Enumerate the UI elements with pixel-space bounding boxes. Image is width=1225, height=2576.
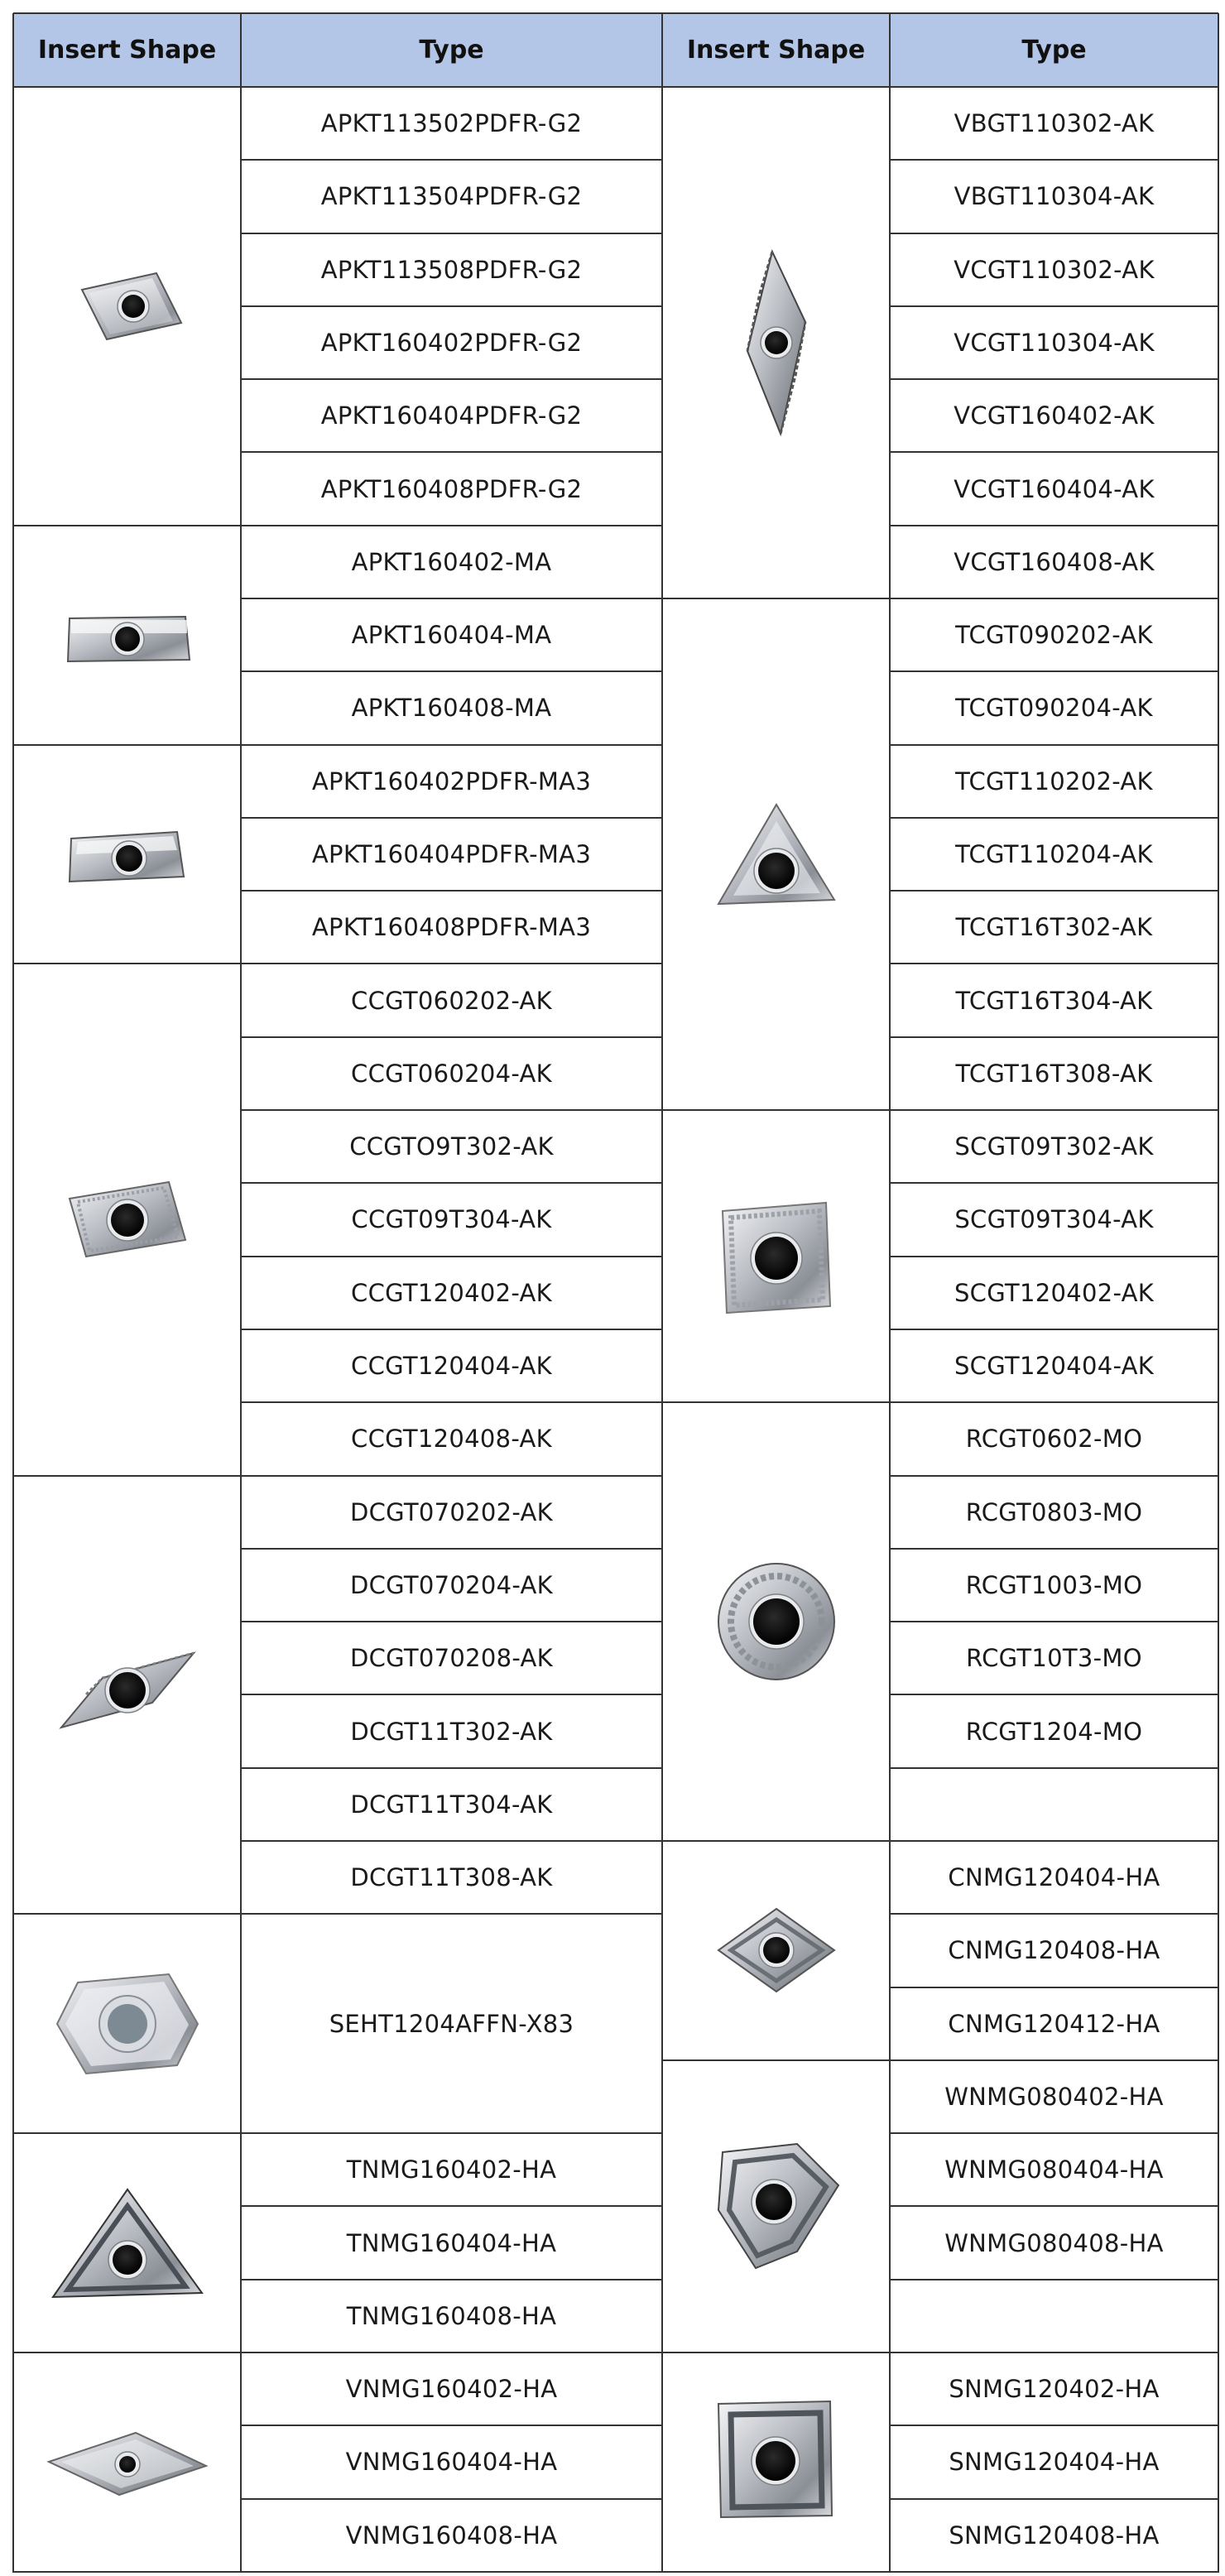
left-type-cell: APKT113502PDFR-G2 [320,109,583,138]
grid-line [241,2425,662,2426]
right-type-cell: SNMG120408-HA [949,2521,1160,2550]
grid-line [890,744,1218,746]
left-type-cell: VNMG160402-HA [345,2375,558,2404]
right-type-cell: VCGT110304-AK [954,329,1155,357]
grid-line [241,670,662,672]
grid-line [890,2425,1218,2426]
grid-line [890,1694,1218,1695]
left-type-cell: DCGT11T308-AK [350,1863,553,1892]
grid-line [241,1036,662,1038]
left-type-cell: APKT160402PDFR-G2 [320,329,583,357]
grid-line [241,2205,662,2207]
left-type-cell: CCGTO9T302-AK [349,1132,554,1161]
grid-line [13,963,662,964]
scgt-insert-icon [710,1190,843,1323]
grid-line [13,744,662,746]
right-type-cell: WNMG080408-HA [944,2228,1164,2257]
grid-line [661,13,663,2573]
wnmg-insert-icon [706,2136,847,2276]
grid-line [890,2498,1218,2500]
left-type-cell: DCGT11T302-AK [350,1717,553,1746]
grid-line [889,13,891,2573]
grid-line [241,1548,662,1550]
left-type-cell: DCGT070202-AK [349,1497,554,1526]
right-type-cell: SNMG120402-HA [949,2375,1160,2404]
grid-line [241,817,662,819]
tnmg-insert-icon [45,2181,210,2305]
grid-line [13,86,1218,88]
grid-line [890,159,1218,161]
grid-line [12,13,14,2573]
right-type-cell: SCGT09T302-AK [954,1132,1154,1161]
grid-line [890,1621,1218,1622]
grid-line [662,2352,1218,2353]
right-type-cell: TCGT16T308-AK [955,1059,1153,1088]
grid-line [241,233,662,234]
grid-line [890,233,1218,234]
right-type-cell: WNMG080402-HA [944,2082,1164,2111]
grid-line [890,1767,1218,1769]
ccgt-insert-icon [53,1165,202,1273]
apkt-pdfr-ma3-insert-icon [53,809,202,900]
right-type-cell: SNMG120404-HA [949,2448,1160,2477]
right-type-cell: CNMG120408-HA [948,1936,1160,1965]
left-type-cell: CCGT120408-AK [351,1425,552,1454]
right-type-cell: RCGT0803-MO [965,1497,1143,1526]
grid-line [13,1475,662,1477]
grid-line [890,2205,1218,2207]
grid-line [241,1329,662,1330]
grid-line [890,1329,1218,1330]
header-insert-shape-left: Insert Shape [13,13,241,87]
left-type-cell: APKT160402-MA [351,547,552,576]
grid-line [13,2352,662,2353]
left-type-cell: DCGT070204-AK [349,1570,554,1599]
tcgt-insert-icon [710,796,843,912]
grid-line [662,1401,1218,1403]
grid-line [13,2132,662,2134]
grid-line [890,2132,1218,2134]
grid-line [241,1109,662,1111]
grid-line [1218,13,1219,2573]
right-type-cell: RCGT1204-MO [965,1717,1143,1746]
right-type-cell: RCGT10T3-MO [966,1644,1142,1673]
right-type-cell: VCGT160408-AK [954,547,1155,576]
grid-line [241,1840,662,1842]
right-type-cell: TCGT090204-AK [955,694,1153,723]
snmg-insert-icon [706,2391,847,2532]
right-type-cell: WNMG080404-HA [944,2155,1164,2184]
grid-line [890,1548,1218,1550]
right-type-cell: TCGT16T302-AK [955,913,1153,942]
apkt-ma-insert-icon [53,594,202,676]
right-type-cell: RCGT0602-MO [965,1425,1143,1454]
left-type-cell: APKT160408-MA [351,694,552,723]
grid-line [13,1913,662,1915]
grid-line [241,2279,662,2280]
left-type-cell: APKT160404PDFR-G2 [320,401,583,430]
grid-line [890,817,1218,819]
right-type-cell: SCGT120402-AK [954,1278,1155,1307]
right-type-cell: TCGT090202-AK [955,621,1153,650]
right-type-cell: TCGT16T304-AK [955,986,1153,1015]
right-type-cell: TCGT110204-AK [955,840,1153,869]
left-type-cell: VNMG160408-HA [345,2521,558,2550]
left-type-cell: APKT160408PDFR-MA3 [311,913,592,942]
dcgt-insert-icon [53,1645,202,1744]
grid-line [241,1621,662,1622]
grid-line [662,598,1218,599]
grid-line [890,963,1218,964]
grid-line [890,451,1218,453]
grid-line [13,2571,1218,2573]
grid-line [241,2498,662,2500]
grid-line [241,1182,662,1184]
grid-line [890,1913,1218,1915]
grid-line [890,525,1218,526]
grid-line [13,12,1218,14]
left-type-cell: APKT113504PDFR-G2 [320,182,583,211]
header-type-right: Type [890,13,1218,87]
left-type-cell: APKT113508PDFR-G2 [320,255,583,284]
left-type-cell: SEHT1204AFFN-X83 [329,2009,574,2038]
grid-line [662,1109,1218,1111]
grid-line [241,1256,662,1257]
right-type-cell [890,2280,1218,2353]
grid-line [890,378,1218,380]
grid-line [13,525,662,526]
left-type-cell: VNMG160404-HA [345,2448,558,2477]
grid-line [890,1182,1218,1184]
grid-line [241,1694,662,1695]
right-type-cell: TCGT110202-AK [955,767,1153,795]
vcgt-insert-icon [731,243,822,442]
grid-line [241,890,662,892]
right-type-cell: VBGT110302-AK [954,109,1155,138]
left-type-cell: CCGT120404-AK [351,1352,552,1381]
grid-line [241,378,662,380]
grid-line [241,159,662,161]
grid-line [890,1036,1218,1038]
right-type-cell: VCGT110302-AK [954,255,1155,284]
grid-line [240,13,242,2573]
right-type-cell [890,1768,1218,1841]
right-type-cell: CNMG120404-HA [948,1863,1160,1892]
right-type-cell: VCGT160402-AK [954,401,1155,430]
grid-line [890,2279,1218,2280]
right-type-cell: VBGT110304-AK [954,182,1155,211]
grid-line [662,1840,1218,1842]
left-type-cell: DCGT070208-AK [349,1644,554,1673]
right-type-cell: CNMG120412-HA [948,2009,1160,2038]
grid-line [241,598,662,599]
left-type-cell: APKT160402PDFR-MA3 [311,767,592,795]
left-type-cell: TNMG160404-HA [346,2228,557,2257]
grid-line [241,1767,662,1769]
left-type-cell: TNMG160408-HA [346,2301,557,2330]
grid-line [241,305,662,307]
grid-line [890,1475,1218,1477]
grid-line [241,1401,662,1403]
cnmg-insert-icon [710,1905,843,1996]
left-type-cell: CCGT120402-AK [351,1278,552,1307]
right-type-cell: SCGT09T304-AK [954,1205,1154,1234]
left-type-cell: CCGT09T304-AK [351,1205,552,1234]
vnmg-insert-icon [45,2416,210,2507]
left-type-cell: APKT160404PDFR-MA3 [311,840,592,869]
grid-line [890,305,1218,307]
seht-insert-icon [45,1966,210,2082]
apkt-pdfr-g2-insert-icon [57,257,198,356]
right-type-cell: VCGT160404-AK [954,474,1155,503]
grid-line [890,670,1218,672]
left-type-cell: CCGT060202-AK [351,986,552,1015]
grid-line [890,1987,1218,1988]
left-type-cell: APKT160404-MA [351,621,552,650]
grid-line [241,451,662,453]
grid-line [662,2059,1218,2061]
header-insert-shape-right: Insert Shape [662,13,890,87]
left-type-cell: APKT160408PDFR-G2 [320,474,583,503]
rcgt-insert-icon [710,1555,843,1688]
right-type-cell: RCGT1003-MO [965,1570,1143,1599]
left-type-cell: TNMG160402-HA [346,2155,557,2184]
left-type-cell: DCGT11T304-AK [350,1790,553,1819]
right-type-cell: SCGT120404-AK [954,1352,1155,1381]
left-type-cell: CCGT060204-AK [351,1059,552,1088]
grid-line [890,1256,1218,1257]
header-type-left: Type [241,13,662,87]
grid-line [890,890,1218,892]
